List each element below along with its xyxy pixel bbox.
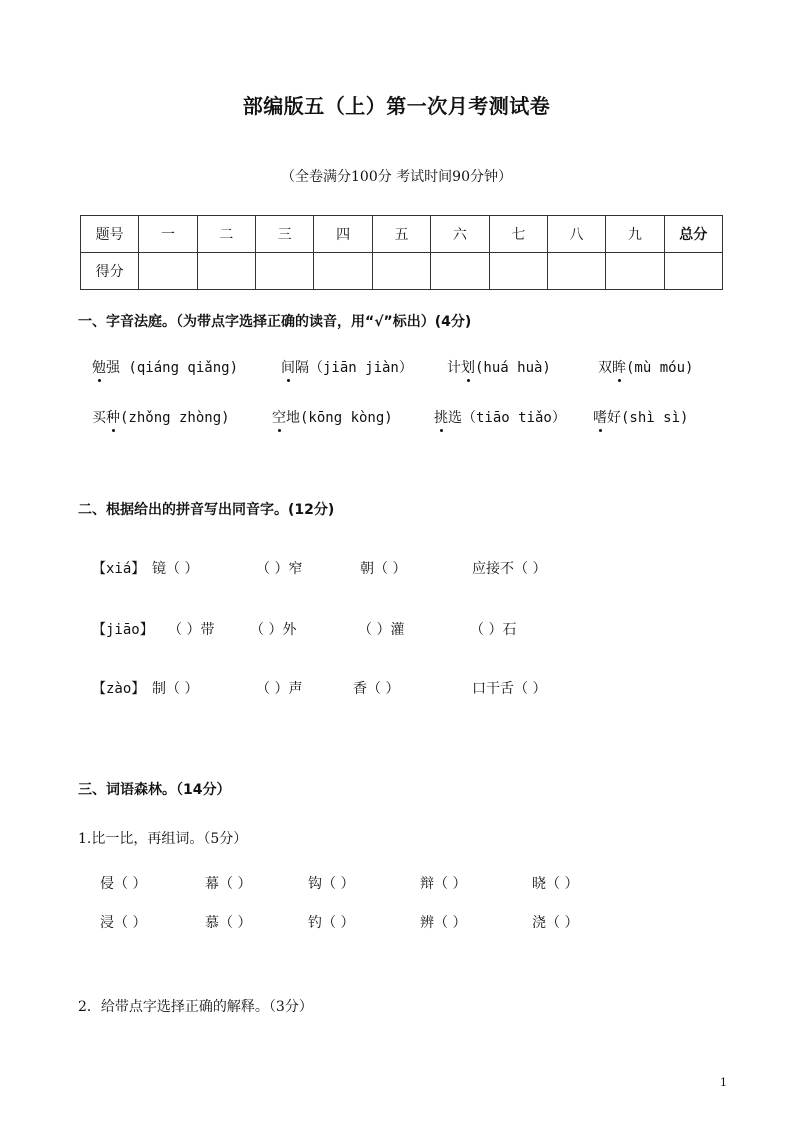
score-table (80, 215, 723, 290)
word-blank[interactable]: 幕（ ） (205, 876, 252, 892)
dotted-char: 勉 (92, 357, 106, 377)
pronunciation-options: 好(shì sì) (607, 410, 689, 426)
dotted-char: 眸 (612, 357, 626, 377)
homophone-blank[interactable]: 制（ ） (152, 681, 199, 697)
plain-char: 买 (92, 410, 106, 426)
pronunciation-options: 隔（jiān jiàn） (295, 360, 413, 376)
dotted-char: 空 (272, 407, 286, 427)
score-cell[interactable] (314, 253, 372, 290)
pronunciation-item (593, 407, 688, 427)
pronunciation-item (447, 357, 551, 377)
page-number: 1 (720, 1076, 727, 1089)
score-row-label: 得分 (81, 253, 139, 290)
pronunciation-item (598, 357, 693, 377)
pronunciation-options: (zhǒng zhòng) (120, 410, 230, 426)
question-1: 1.比一比，再组词。（5分） (78, 831, 248, 847)
pronunciation-options: (mù móu) (626, 360, 694, 376)
word-blank[interactable]: 浇（ ） (532, 915, 579, 931)
plain-char: 双 (598, 360, 612, 376)
pronunciation-options: (huá huà) (475, 360, 551, 376)
homophone-blank[interactable]: 镜（ ） (152, 561, 199, 577)
pronunciation-options: 选（tiāo tiǎo） (448, 410, 566, 426)
word-blank[interactable]: 辩（ ） (420, 876, 467, 892)
score-cell[interactable] (547, 253, 605, 290)
question-2: 2．给带点字选择正确的解释。（3分） (78, 999, 313, 1015)
header-cell: 八 (547, 216, 605, 253)
homophone-blank[interactable]: 口干舌（ ） (472, 681, 547, 697)
score-cell[interactable] (197, 253, 255, 290)
pinyin-label: 【jiāo】 (92, 622, 154, 638)
homophone-blank[interactable]: （ ）带 (168, 622, 215, 638)
pronunciation-item (272, 407, 393, 427)
homophone-blank[interactable]: （ ）窄 (256, 561, 303, 577)
homophone-blank[interactable]: 香（ ） (353, 681, 400, 697)
header-cell: 二 (197, 216, 255, 253)
header-cell: 题号 (81, 216, 139, 253)
section2-heading: 二、根据给出的拼音写出同音字。(12分) (78, 502, 335, 518)
section3-heading: 三、词语森林。（14分） (78, 782, 231, 798)
score-cell[interactable] (431, 253, 489, 290)
score-table-score-row (81, 253, 723, 290)
header-cell: 三 (256, 216, 314, 253)
pronunciation-item (434, 407, 566, 427)
header-cell: 九 (606, 216, 664, 253)
score-cell[interactable] (664, 253, 722, 290)
homophone-blank[interactable]: 朝（ ） (360, 561, 407, 577)
pronunciation-item (92, 407, 230, 427)
pronunciation-item (281, 357, 413, 377)
dotted-char: 嗜 (593, 407, 607, 427)
score-cell[interactable] (606, 253, 664, 290)
word-blank[interactable]: 钩（ ） (308, 876, 355, 892)
header-cell: 五 (372, 216, 430, 253)
score-cell[interactable] (256, 253, 314, 290)
pinyin-label: 【xiá】 (92, 561, 146, 577)
word-blank[interactable]: 侵（ ） (100, 876, 147, 892)
homophone-blank[interactable]: 应接不（ ） (472, 561, 547, 577)
pronunciation-options: 地(kōng kòng) (286, 410, 393, 426)
header-cell: 七 (489, 216, 547, 253)
score-cell[interactable] (372, 253, 430, 290)
score-table-header-row (81, 216, 723, 253)
word-blank[interactable]: 辨（ ） (420, 915, 467, 931)
pinyin-label: 【zào】 (92, 681, 146, 697)
header-cell: 一 (139, 216, 197, 253)
pronunciation-options: 强 (qiáng qiǎng) (106, 360, 239, 376)
header-cell: 四 (314, 216, 372, 253)
score-cell[interactable] (489, 253, 547, 290)
header-cell: 六 (431, 216, 489, 253)
homophone-blank[interactable]: （ ）石 (470, 622, 517, 638)
homophone-blank[interactable]: （ ）声 (256, 681, 303, 697)
page-title: 部编版五（上）第一次月考测试卷 (242, 94, 551, 118)
word-blank[interactable]: 浸（ ） (100, 915, 147, 931)
header-cell-total: 总分 (664, 216, 722, 253)
pronunciation-item (92, 357, 238, 377)
dotted-char: 间 (281, 357, 295, 377)
score-cell[interactable] (139, 253, 197, 290)
dotted-char: 划 (461, 357, 475, 377)
homophone-blank[interactable]: （ ）灌 (358, 622, 405, 638)
word-blank[interactable]: 晓（ ） (532, 876, 579, 892)
exam-info: （全卷满分100分 考试时间90分钟） (281, 169, 512, 185)
dotted-char: 挑 (434, 407, 448, 427)
homophone-blank[interactable]: （ ）外 (250, 622, 297, 638)
section1-heading: 一、字音法庭。（为带点字选择正确的读音，用“√”标出）(4分) (78, 314, 472, 330)
word-blank[interactable]: 钓（ ） (308, 915, 355, 931)
dotted-char: 种 (106, 407, 120, 427)
word-blank[interactable]: 慕（ ） (205, 915, 252, 931)
plain-char: 计 (447, 360, 461, 376)
